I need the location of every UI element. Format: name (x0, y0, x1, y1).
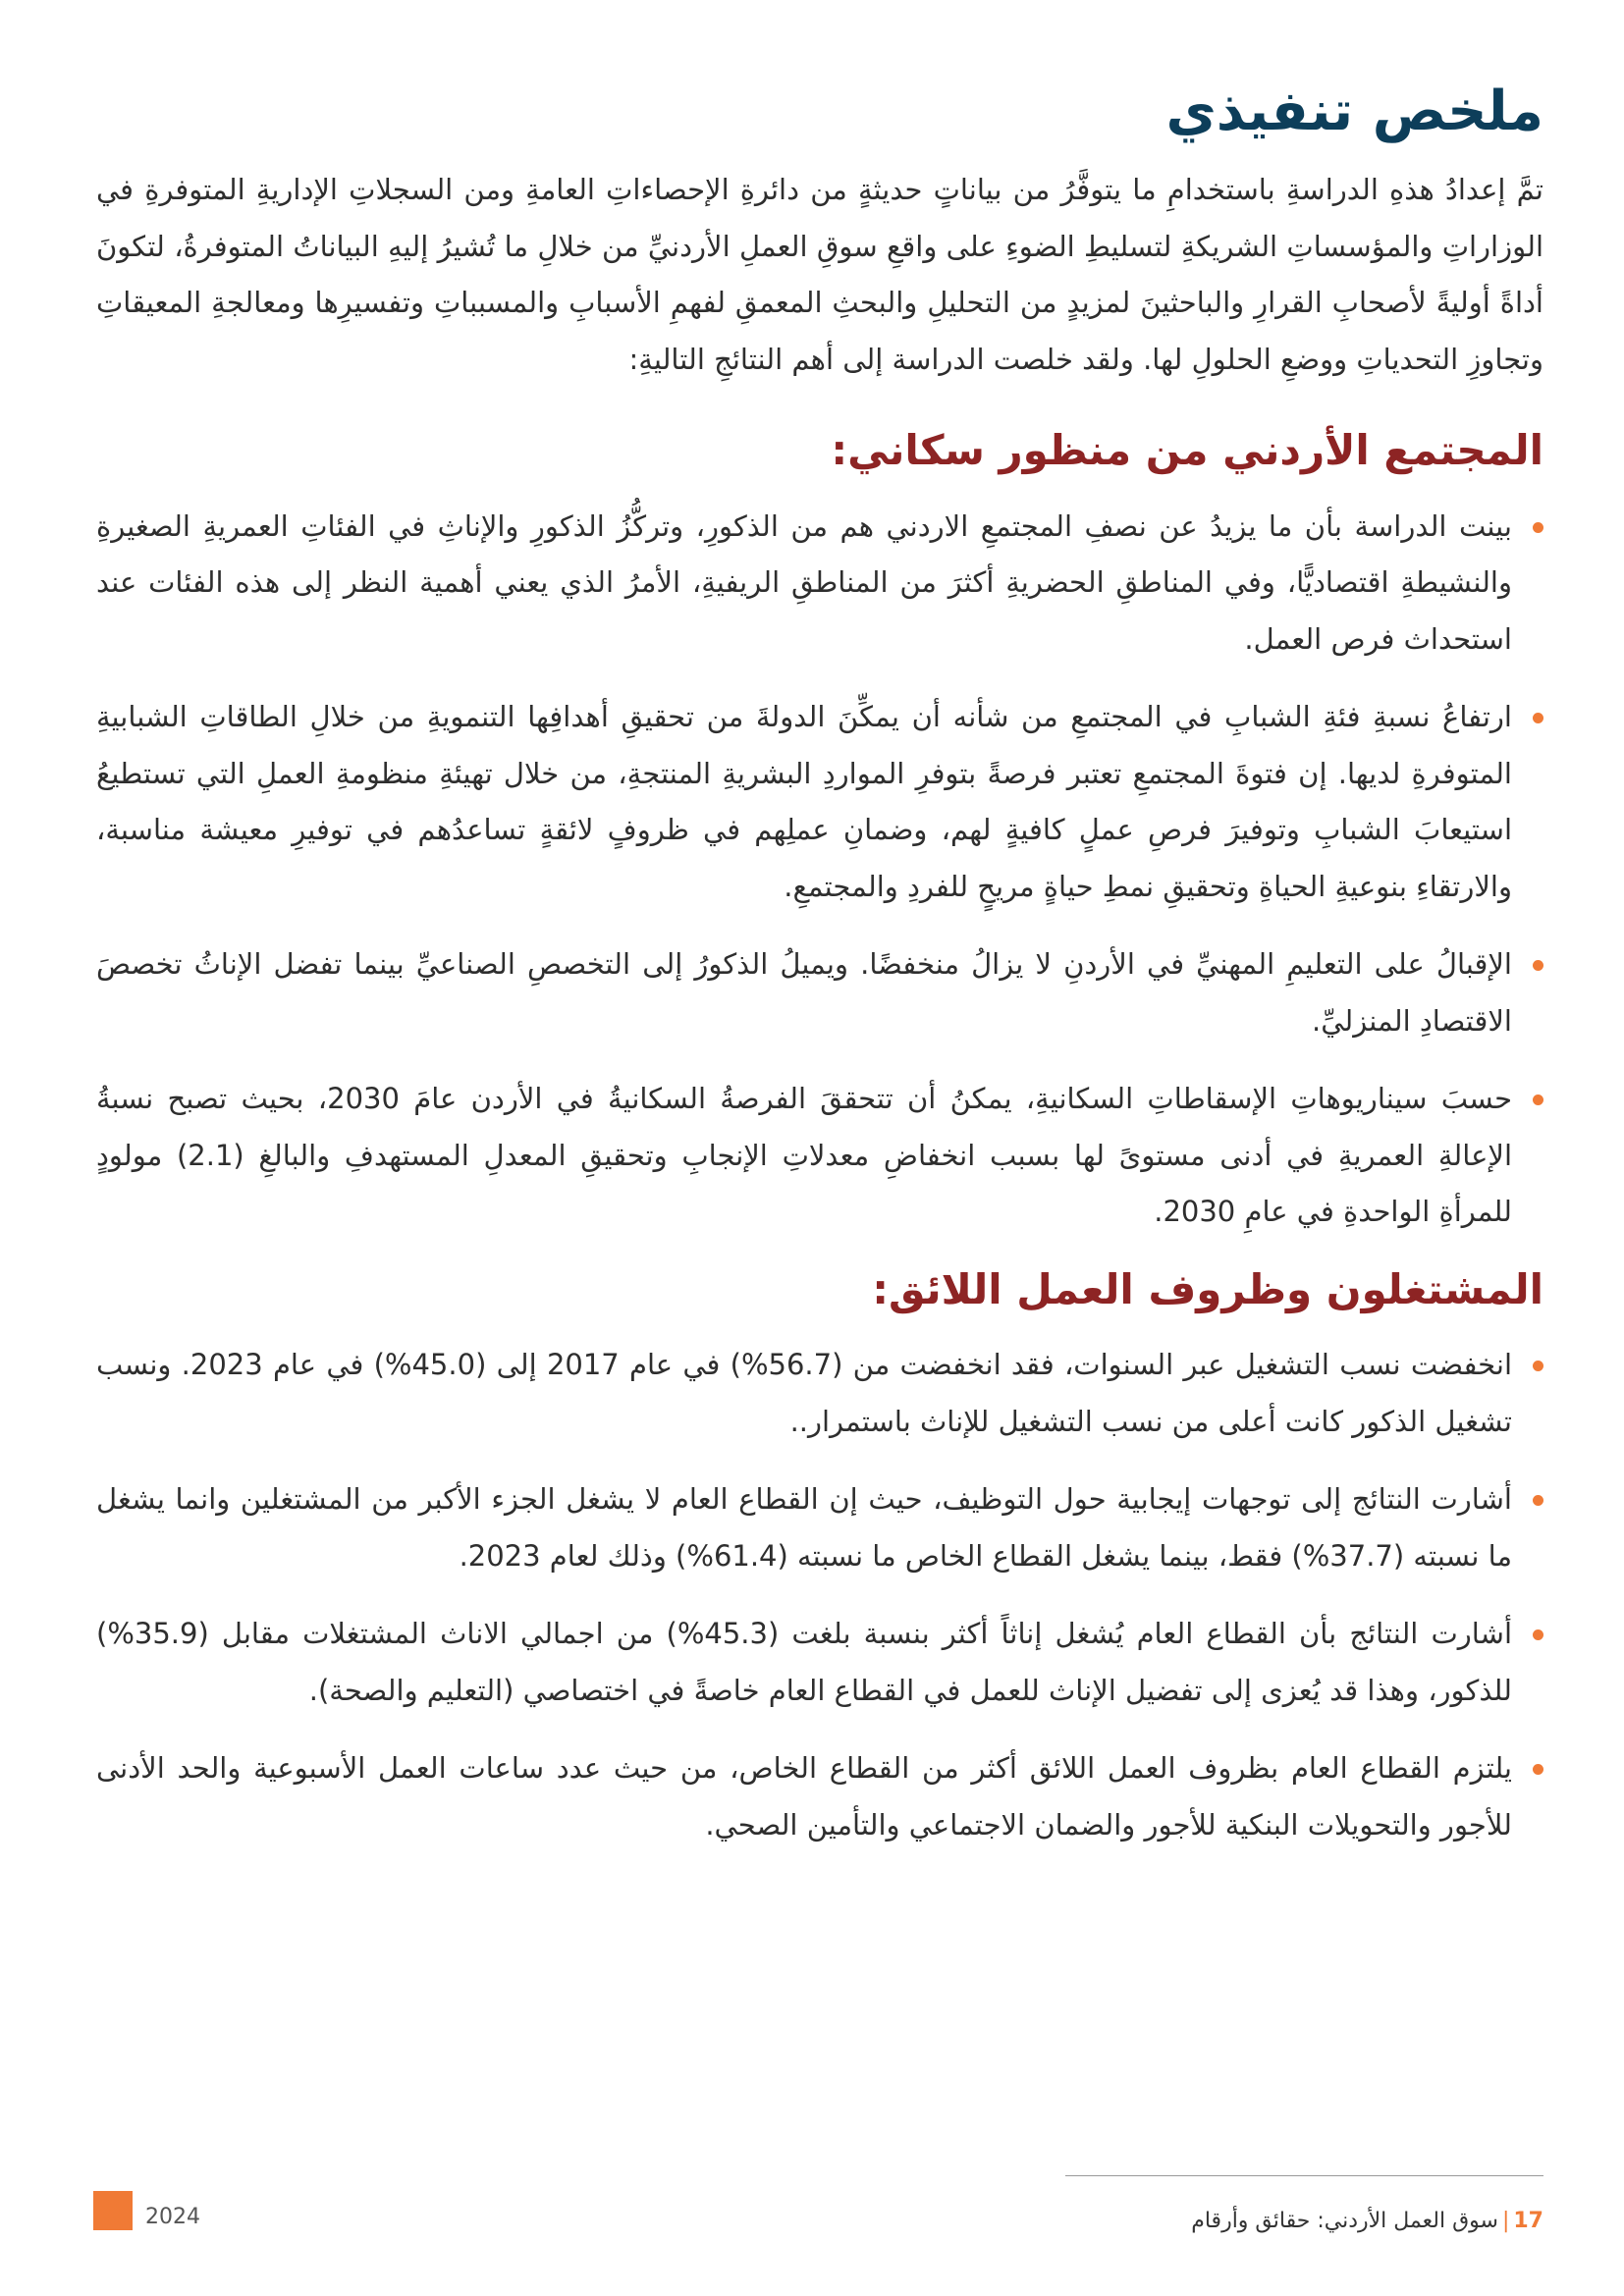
list-item (96, 499, 1543, 668)
intro-paragraph: تمَّ إعدادُ هذهِ الدراسةِ باستخدامِ ما يتوفَّرُ من بياناتٍ حديثةٍ من دائرةِ الإحصاءاتِ العامةِ ومن السجلاتِ الإداريةِ المتوفرةِ في الوزاراتِ والمؤسساتِ الشريكةِ لتسليطِ الضوءِ على واقعِ سوقِ العملِ الأردنيِّ من خلالِ ما تُشيرُ إليهِ البياناتُ المتوفرةُ، لتكونَ أداةً أوليةً لأصحابِ القرارِ والباحثينَ لمزيدٍ من التحليلِ والبحثِ المعمقِ لفهمِ الأسبابِ والمسبباتِ وتفسيرِها ومعالجةِ المعيقاتِ وتجاوزِ التحدياتِ ووضعِ الحلولِ لها. ولقد خلصت الدراسة إلى أهم النتائجِ التاليةِ: (96, 173, 1543, 376)
bullet-icon (1533, 1361, 1543, 1371)
bullet-icon (1533, 522, 1543, 533)
section-title-employment: المشتغلون وظروف العمل اللائق: (872, 1264, 1543, 1313)
list-item-text: بينت الدراسة بأن ما يزيدُ عن نصفِ المجتمعِ الاردني هم من الذكورِ، وتركُّزُ الذكورِ والإناثِ في الفئاتِ العمريةِ الصغيرةِ والنشيطةِ اقتصاديًّا، وفي المناطقِ الحضريةِ أكثرَ من المناطقِ الريفيةِ، الأمرُ الذي يعني أهمية النظر إلى هذه الفئات عند استحداث فرص العمل. (96, 508, 1512, 656)
bullet-icon (1533, 1095, 1543, 1105)
bullet-icon (1533, 1764, 1543, 1775)
page-number: 17 (1513, 2209, 1543, 2233)
list-item-text: حسبَ سيناريوهاتِ الإسقاطاتِ السكانيةِ، يمكنُ أن تتحققَ الفرصةُ السكانيةُ في الأردن عامَ 2030، بحيث تصبح نسبةُ الإعالةِ العمريةِ في أدنى مستوىً لها بسبب انخفاضِ معدلاتِ الإنجابِ وتحقيقِ المعدلِ المستهدفِ والبالغِ (2.1) مولودٍ للمرأةِ الواحدةِ في عامِ 2030. (96, 1082, 1513, 1229)
list-item (96, 1606, 1543, 1719)
footer-year: 2024 (145, 2205, 200, 2229)
footer-divider (1065, 2175, 1543, 2176)
bullet-icon (1533, 1629, 1543, 1640)
list-item (96, 1740, 1543, 1853)
page-title: ملخص تنفيذي (1165, 80, 1543, 143)
list-item-text: انخفضت نسب التشغيل عبر السنوات، فقد انخفضت من (56.7%) في عام 2017 إلى (45.0%) في عام 2023. ونسب تشغيل الذكور كانت أعلى من نسب التشغيل للإناث باستمرار.. (96, 1348, 1513, 1438)
list-item-text: أشارت النتائج بأن القطاع العام يُشغل إناثاً أكثر بنسبة بلغت (45.3%) من اجمالي الاناث المشتغلات مقابل (35.9%) للذكور، وهذا قد يُعزى إلى تفضيل الإناث للعمل في القطاع العام خاصةً في اختصاصي (التعليم والصحة). (96, 1617, 1512, 1707)
list-item (96, 936, 1543, 1049)
footer-accent-square (93, 2191, 133, 2230)
list-item (96, 1471, 1543, 1584)
list-item (96, 689, 1543, 915)
list-item-text: ارتفاعُ نسبةِ فئةِ الشبابِ في المجتمعِ من شأنه أن يمكِّنَ الدولةَ من تحقيقِ أهدافِها التنمويةِ من خلالِ الطاقاتِ الشبابيةِ المتوفرةِ لديها. إن فتوةَ المجتمعِ تعتبر فرصةً بتوفرِ المواردِ البشريةِ المنتجةِ، من خلال تهيئةِ منظومةِ العملِ التي تستطيعُ استيعابَ الشبابِ وتوفيرَ فرصِ عملٍ كافيةٍ لهم، وضمانِ عملِهم في ظروفٍ لائقةٍ تساعدُهم في توفيرِ معيشة مناسبة، والارتقاءِ بنوعيةِ الحياةِ وتحقيقِ نمطِ حياةٍ مريحٍ للفردِ والمجتمعِ. (96, 700, 1512, 903)
bullet-icon (1533, 960, 1543, 971)
footer-separator: | (1501, 2209, 1510, 2233)
section-title-population: المجتمع الأردني من منظور سكاني: (831, 426, 1543, 475)
bullet-icon (1533, 713, 1543, 723)
footer-page-info (1191, 2209, 1543, 2233)
page-content (96, 79, 1543, 1877)
list-item-text: يلتزم القطاع العام بظروف العمل اللائق أكثر من القطاع الخاص، من حيث عدد ساعات العمل الأسبوعية والحد الأدنى للأجور والتحويلات البنكية للأجور والضمان الاجتماعي والتأمين الصحي. (96, 1751, 1512, 1842)
publication-title: سوق العمل الأردني: حقائق وأرقام (1191, 2209, 1498, 2233)
list-item (96, 1337, 1543, 1450)
list-item (96, 1071, 1543, 1241)
population-findings-list (96, 499, 1543, 1241)
list-item-text: الإقبالُ على التعليمِ المهنيِّ في الأردنِ لا يزالُ منخفضًا. ويميلُ الذكورُ إلى التخصصِ الصناعيِّ بينما تفضل الإناثُ تخصصَ الاقتصادِ المنزليِّ. (96, 947, 1512, 1038)
employment-findings-list (96, 1337, 1543, 1853)
bullet-icon (1533, 1495, 1543, 1506)
list-item-text: أشارت النتائج إلى توجهات إيجابية حول التوظيف، حيث إن القطاع العام لا يشغل الجزء الأكبر من المشتغلين وانما يشغل ما نسبته (37.7%) فقط، بينما يشغل القطاع الخاص ما نسبته (61.4%) وذلك لعام 2023. (96, 1482, 1512, 1573)
